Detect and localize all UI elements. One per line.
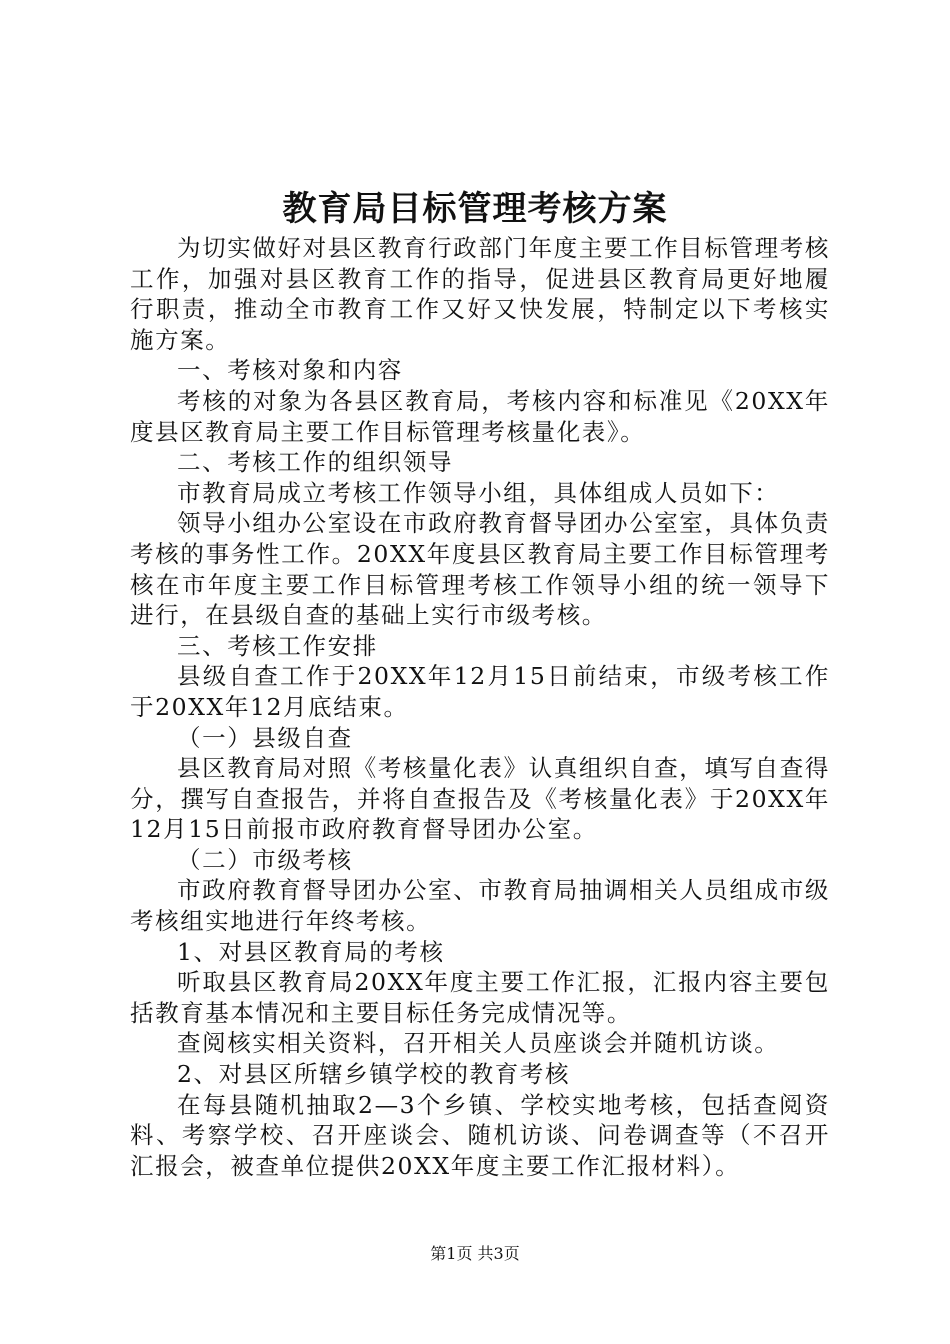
section-heading-3: 三、考核工作安排	[177, 631, 378, 660]
paragraph: 听取县区教育局20XX年度主要工作汇报，汇报内容主要包括教育基本情况和主要目标任务完成情况等。	[130, 968, 830, 1027]
item-heading-1: 1、对县区教育局的考核	[177, 937, 445, 966]
paragraph: 考核的对象为各县区教育局，考核内容和标准见《20XX年度县区教育局主要工作目标管理考核量化表》。	[130, 386, 830, 446]
document-body	[130, 233, 830, 1181]
paragraph: 在每县随机抽取2—3个乡镇、学校实地考核，包括查阅资料、考察学校、召开座谈会、随机访谈、问卷调查等（不召开汇报会，被查单位提供20XX年度主要工作汇报材料）。	[130, 1090, 830, 1180]
paragraph: 查阅核实相关资料，召开相关人员座谈会并随机访谈。	[177, 1029, 780, 1058]
page-number-footer: 第1页 共3页	[430, 1244, 520, 1263]
section-heading-1: 一、考核对象和内容	[177, 356, 403, 385]
section-heading-2: 二、考核工作的组织领导	[177, 448, 454, 477]
subsection-heading-county: （一）县级自查	[177, 723, 353, 752]
paragraph: 领导小组办公室设在市政府教育督导团办公室室，具体负责考核的事务性工作。20XX年度县区教育局主要工作目标管理考核在市年度主要工作目标管理考核工作领导小组的统一领导下进行，在县级自查的基础上实行市级考核。	[130, 509, 830, 630]
paragraph: 县区教育局对照《考核量化表》认真组织自查，填写自查得分，撰写自查报告，并将自查报告及《考核量化表》于20XX年12月15日前报市政府教育督导团办公室。	[130, 754, 830, 844]
document-title: 教育局目标管理考核方案	[282, 189, 668, 229]
subsection-heading-city: （二）市级考核	[177, 845, 353, 874]
paragraph: 市政府教育督导团办公室、市教育局抽调相关人员组成市级考核组实地进行年终考核。	[130, 876, 830, 936]
paragraph: 县级自查工作于20XX年12月15日前结束，市级考核工作于20XX年12月底结束。	[130, 662, 830, 721]
paragraph-intro: 为切实做好对县区教育行政部门年度主要工作目标管理考核工作，加强对县区教育工作的指导，促进县区教育局更好地履行职责，推动全市教育工作又好又快发展，特制定以下考核实施方案。	[130, 234, 830, 354]
item-heading-2: 2、对县区所辖乡镇学校的教育考核	[177, 1060, 571, 1089]
paragraph: 市教育局成立考核工作领导小组，具体组成人员如下：	[177, 478, 780, 507]
